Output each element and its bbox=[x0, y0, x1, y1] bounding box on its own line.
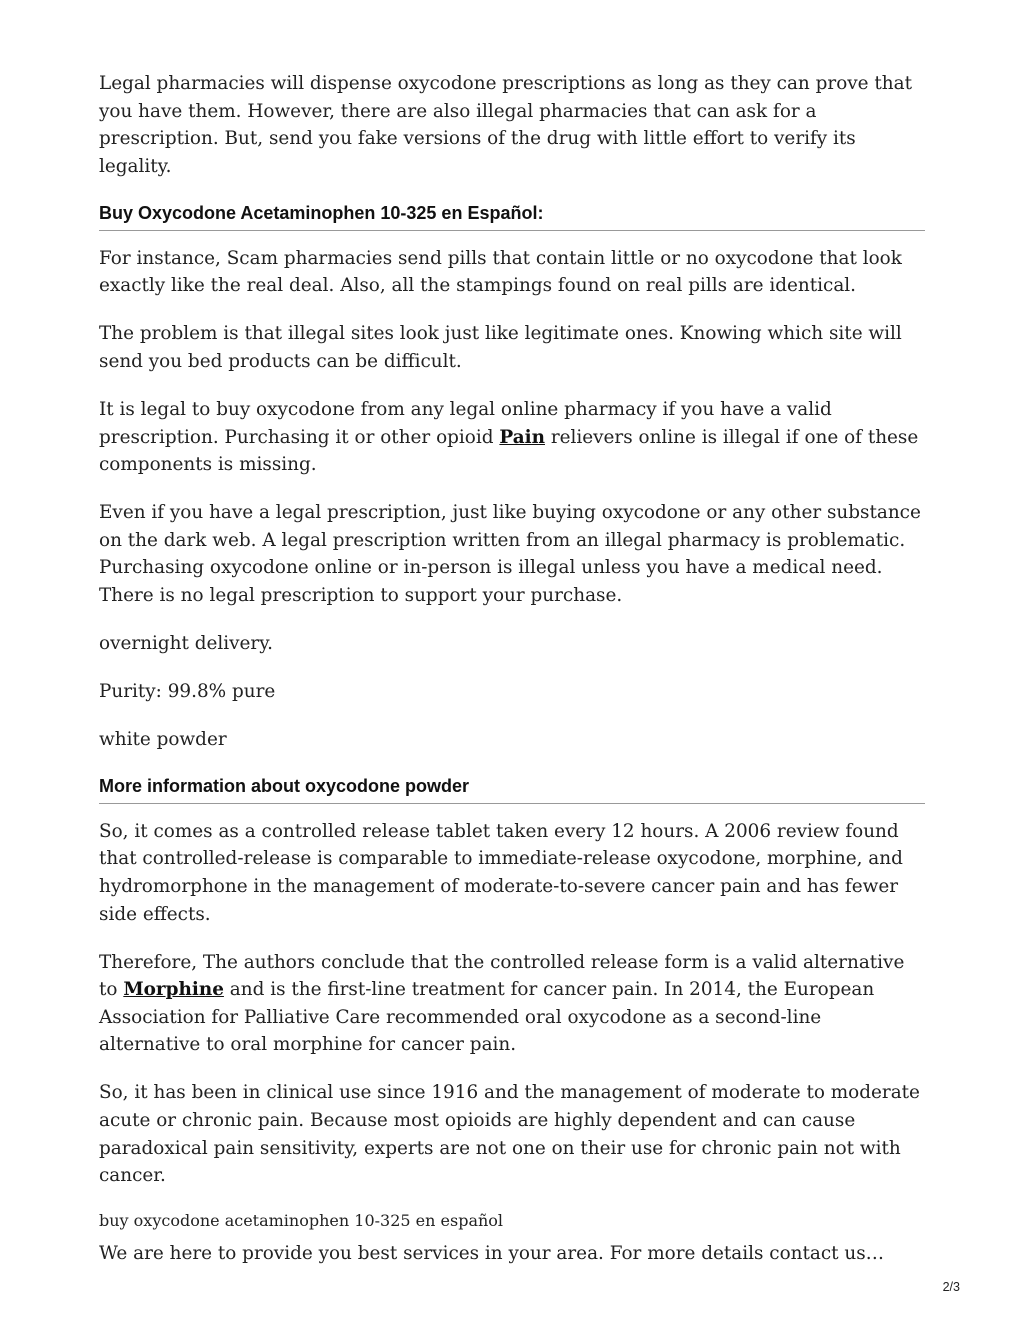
paragraph-controlled-release: So, it comes as a controlled release tablet taken every 12 hours. A 2006 review found that controlled-release is comparable to immediate-release oxycodone, morphine, and hydromorphone in the management of moderate-to-severe cancer pain and has fewer side effects. bbox=[99, 820, 903, 925]
paragraph-legal-to-buy-text-start: It is legal to buy oxycodone from any legal online pharmacy if you have a valid prescription. Purchasing it or other opioid bbox=[99, 398, 832, 448]
heading-more-information: More information about oxycodone powder bbox=[99, 774, 925, 804]
paragraph-white-powder: white powder bbox=[99, 728, 227, 750]
paragraph-purity: Purity: 99.8% pure bbox=[99, 680, 276, 702]
paragraph-authors-conclude bbox=[99, 949, 925, 1059]
heading-buy-oxycodone-espanol: Buy Oxycodone Acetaminophen 10-325 en Español: bbox=[99, 201, 925, 231]
paragraph-illegal-sites: The problem is that illegal sites look just like legitimate ones. Knowing which site will send you bed products can be difficult. bbox=[99, 323, 902, 372]
paragraph-legal-to-buy bbox=[99, 396, 925, 479]
paragraph-clinical-use: So, it has been in clinical use since 1916 and the management of moderate to moderate acute or chronic pain. Because most opioids are highly dependent and can cause paradoxical pain sensitivity, experts are not one on their use for chronic pain not with cancer. bbox=[99, 1082, 920, 1187]
paragraph-authors-conclude-text-end: and is the first-line treatment for cancer pain. In 2014, the European Association for Palliative Care recommended oral oxycodone as a second-line alternative to oral morphine for cancer pain. bbox=[99, 979, 875, 1056]
paragraph-contact-us: We are here to provide you best services in your area. For more details contact us… bbox=[99, 1243, 885, 1265]
paragraph-overnight-delivery: overnight delivery. bbox=[99, 632, 273, 654]
paragraph-legal-prescription: Even if you have a legal prescription, just like buying oxycodone or any other substance on the dark web. A legal prescription written from an illegal pharmacy is problematic. Purchasing oxycodone online or in-person is illegal unless you have a medical need. There is no legal prescription to support your purchase. bbox=[99, 502, 921, 606]
paragraph-legal-pharmacies: Legal pharmacies will dispense oxycodone prescriptions as long as they can prove that you have them. However, there are also illegal pharmacies that can ask for a prescription. But, send you fake versions of the drug with little effort to verify its legality. bbox=[99, 73, 912, 177]
paragraph-scam-pharmacies: For instance, Scam pharmacies send pills that contain little or no oxycodone that look exactly like the real deal. Also, all the stampings found on real pills are identical. bbox=[99, 247, 902, 297]
morphine-link[interactable]: Morphine bbox=[123, 979, 224, 1001]
document-body bbox=[99, 70, 925, 1288]
paragraph-keyword: buy oxycodone acetaminophen 10-325 en español bbox=[99, 1211, 504, 1231]
page-number: 2/3 bbox=[942, 1280, 960, 1294]
paragraph-legal-to-buy-text-end: relievers online is illegal if one of these components is missing. bbox=[99, 426, 919, 476]
paragraph-authors-conclude-text-start: Therefore, The authors conclude that the controlled release form is a valid alternative to bbox=[99, 951, 905, 1001]
pain-link[interactable]: Pain bbox=[499, 426, 545, 448]
